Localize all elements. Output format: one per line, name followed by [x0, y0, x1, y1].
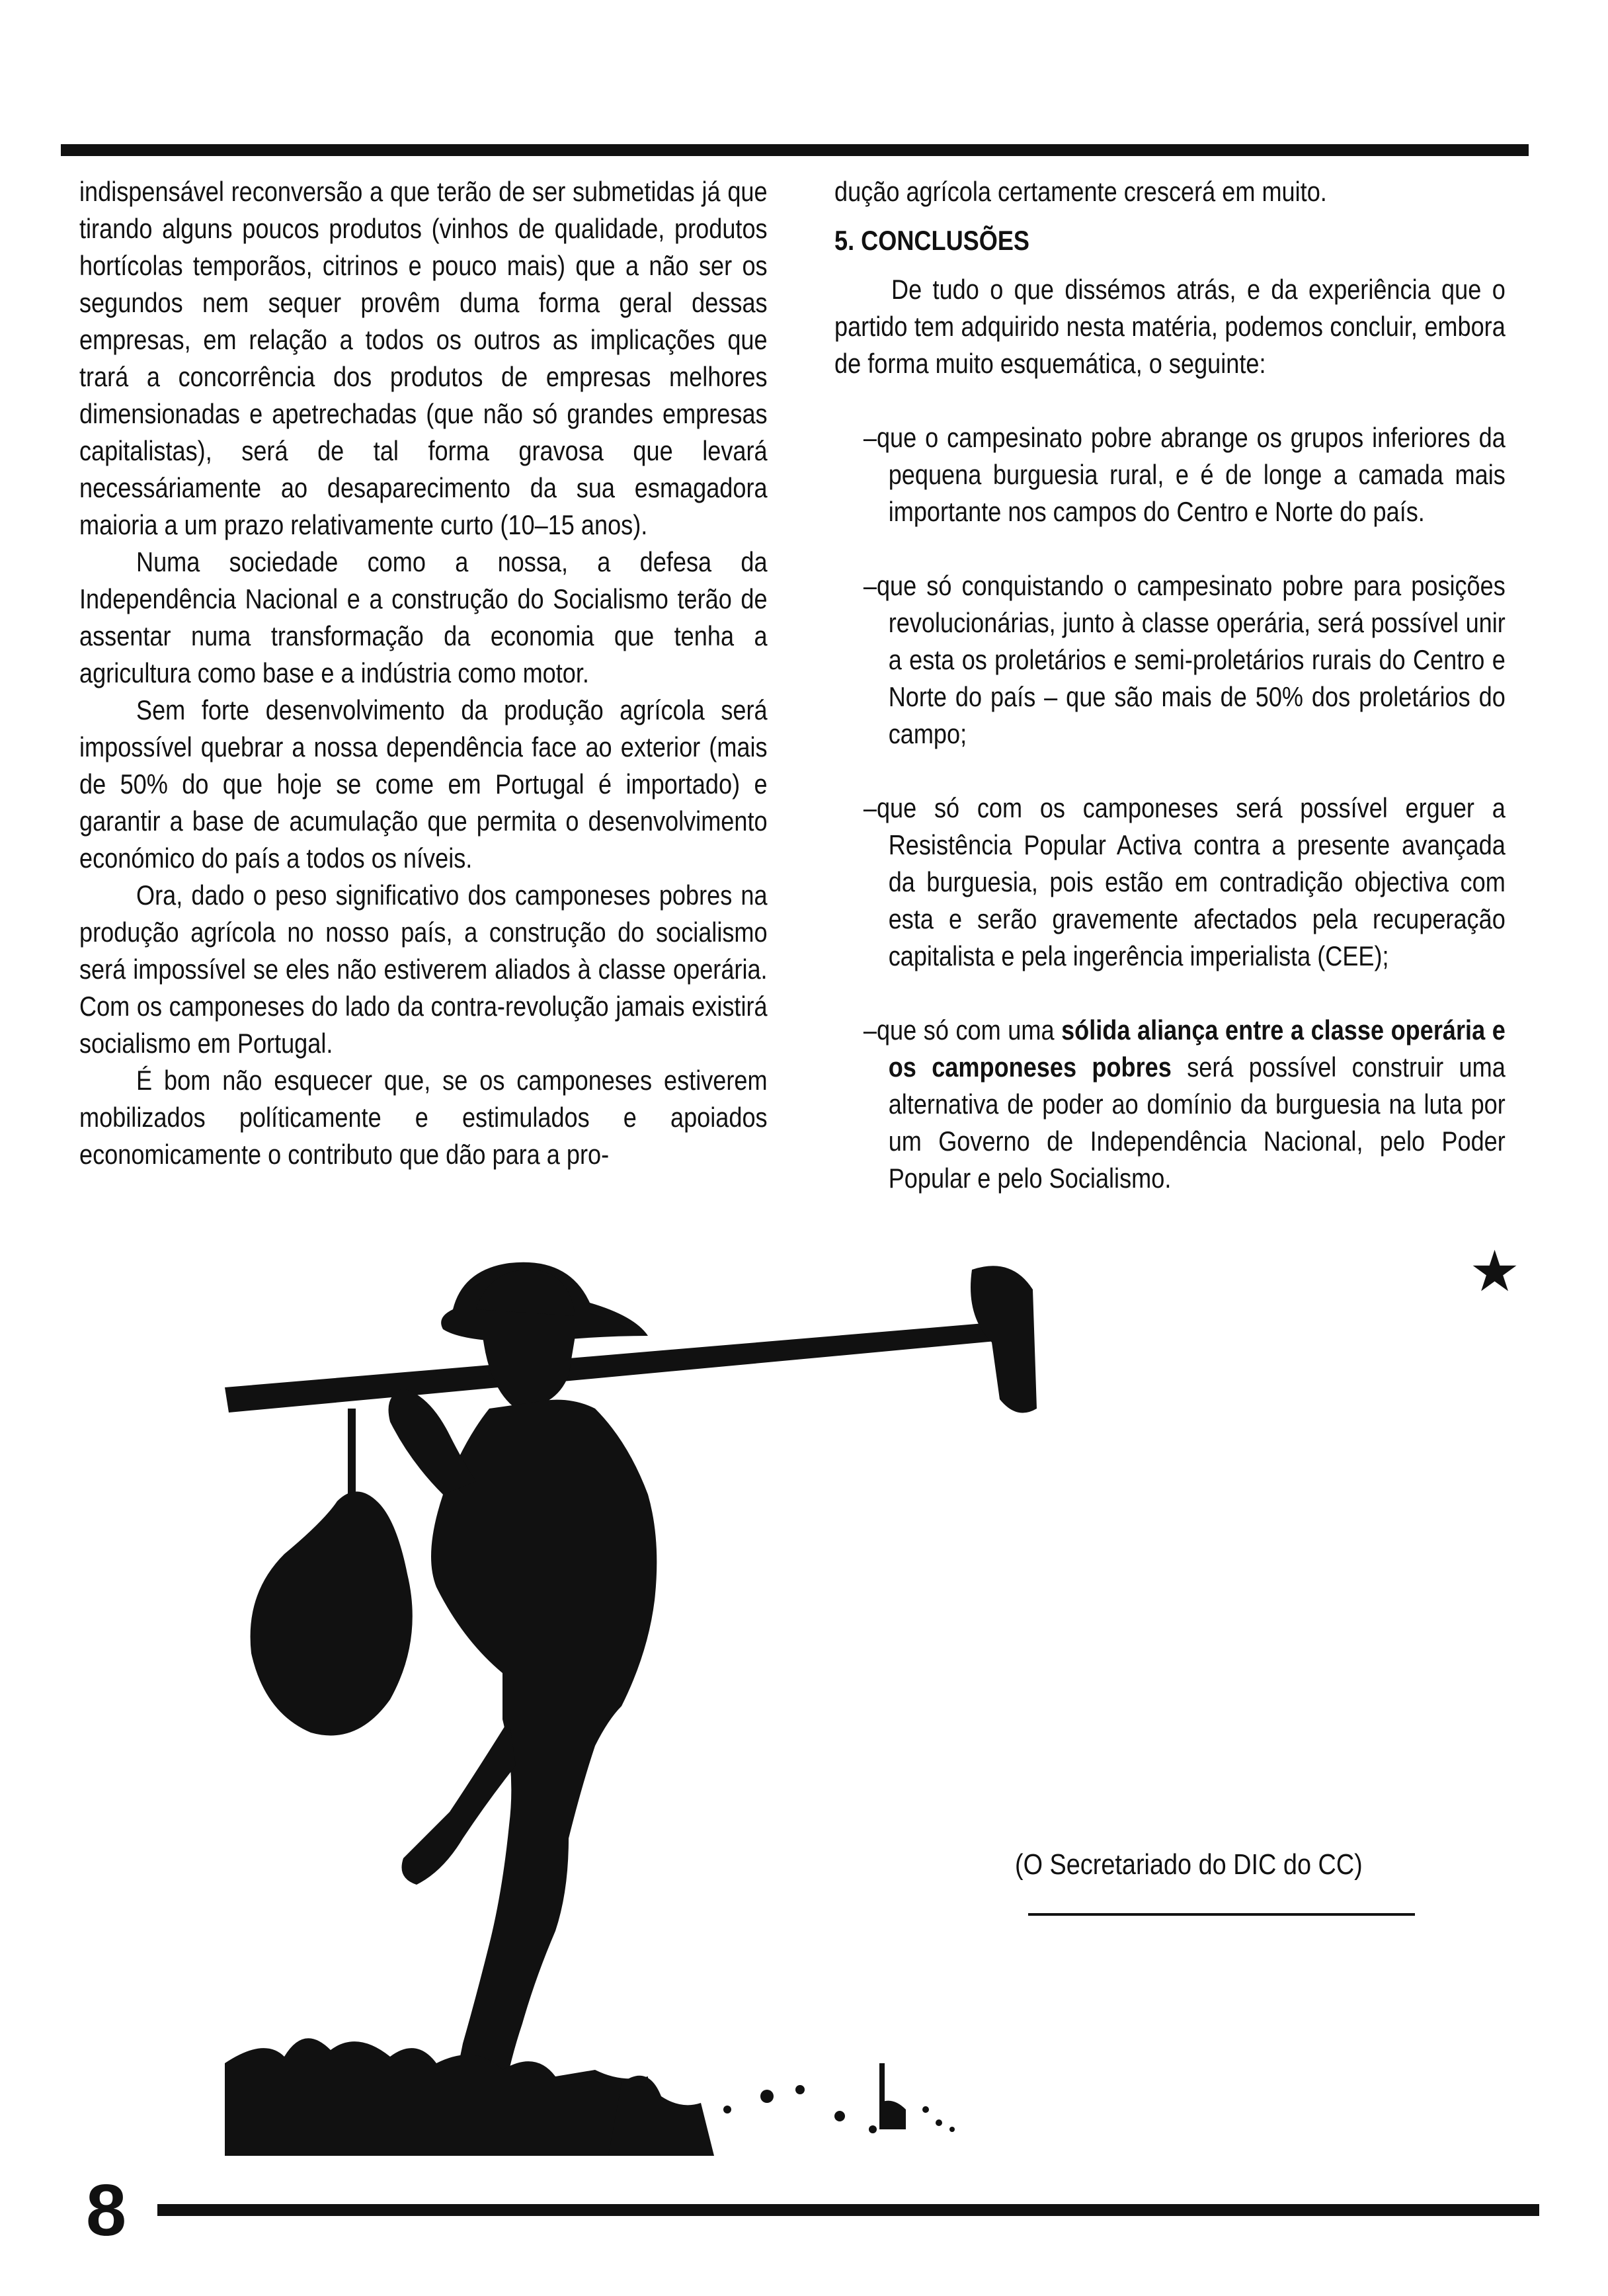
right-column	[834, 173, 1506, 1197]
left-column	[79, 173, 768, 1173]
signature-underline	[1028, 1913, 1415, 1916]
intro-paragraph: De tudo o que dissémos atrás, e da experiência que o partido tem adquirido nesta matéria, podemos concluir, embora de forma muito esquemática, o seguinte:	[834, 274, 1506, 379]
paragraph: indispensável reconversão a que terão de ser submetidas já que tirando alguns poucos produtos (vinhos de qualidade, produtos hortícolas temporãos, citrinos e pouco mais) que a não ser os segundos nem sequer provêm duma forma geral dessas empresas, em relação a todos os outros as implicações que trará a concorrência dos produtos de empresas melhores dimensionadas e apetrechadas (que não só grandes empresas capitalistas), será de tal forma gravosa que levará necessáriamente ao desaparecimento da sua esmagadora maioria a um prazo relativamente curto (10–15 anos).	[79, 176, 768, 540]
section-heading: 5. CONCLUSÕES	[834, 225, 1030, 256]
continuation-text: dução agrícola certamente crescerá em muito.	[834, 176, 1327, 207]
emphasis-text: sólida aliança entre a classe operária e os camponeses pobres	[888, 1014, 1506, 1083]
conclusion-item: –que só com os camponeses será possível erguer a Resistência Popular Activa contra a presente avançada da burguesia, pois estão em contradição objectiva com esta e serão gravemente afectados pela recuperação capitalista e pela ingerência imperialista (CEE);	[863, 792, 1506, 971]
paragraph: Sem forte desenvolvimento da produção agrícola será impossível quebrar a nossa dependência face ao exterior (mais de 50% do que hoje se come em Portugal é importado) e garantir a base de acumulação que permita o desenvolvimento económico do país a todos os níveis.	[79, 694, 768, 874]
top-rule	[61, 144, 1529, 156]
conclusion-item: –que o campesinato pobre abrange os grupos inferiores da pequena burguesia rural, e é de longe a camada mais importante nos campos do Centro e Norte do país.	[863, 422, 1506, 527]
conclusion-item	[834, 1012, 1506, 1197]
paragraph: Numa sociedade como a nossa, a defesa da Independência Nacional e a construção do Socialismo terão de assentar numa transformação da economia que tenha a agricultura como base e a indústria como motor.	[79, 546, 768, 688]
peasant-silhouette-illustration	[225, 1243, 1084, 2156]
signature: (O Secretariado do DIC do CC)	[1015, 1848, 1363, 1881]
item-text: –que só com uma	[863, 1014, 1062, 1046]
bottom-rule	[157, 2204, 1539, 2216]
conclusion-item: –que só conquistando o campesinato pobre para posições revolucionárias, junto à classe operária, será possível unir a esta os proletários e semi-proletários rurais do Centro e Norte do país – que são mais de 50% dos proletários do campo;	[863, 570, 1506, 749]
item-text: será possível construir uma alternativa de poder ao domínio da burguesia na luta por um Governo de Independência Nacional, pelo Poder Popular e pelo Socialismo.	[888, 1051, 1506, 1194]
page-number: 8	[86, 2170, 127, 2251]
star-icon: ★	[1469, 1239, 1521, 1305]
paragraph: Ora, dado o peso significativo dos camponeses pobres na produção agrícola no nosso país, a construção do socialismo será impossível se eles não estiverem aliados à classe operária. Com os camponeses do lado da contra-revolução jamais existirá socialismo em Portugal.	[79, 880, 768, 1059]
paragraph: É bom não esquecer que, se os camponeses estiverem mobilizados políticamente e estimulados e apoiados economicamente o contributo que dão para a pro-	[79, 1065, 768, 1170]
